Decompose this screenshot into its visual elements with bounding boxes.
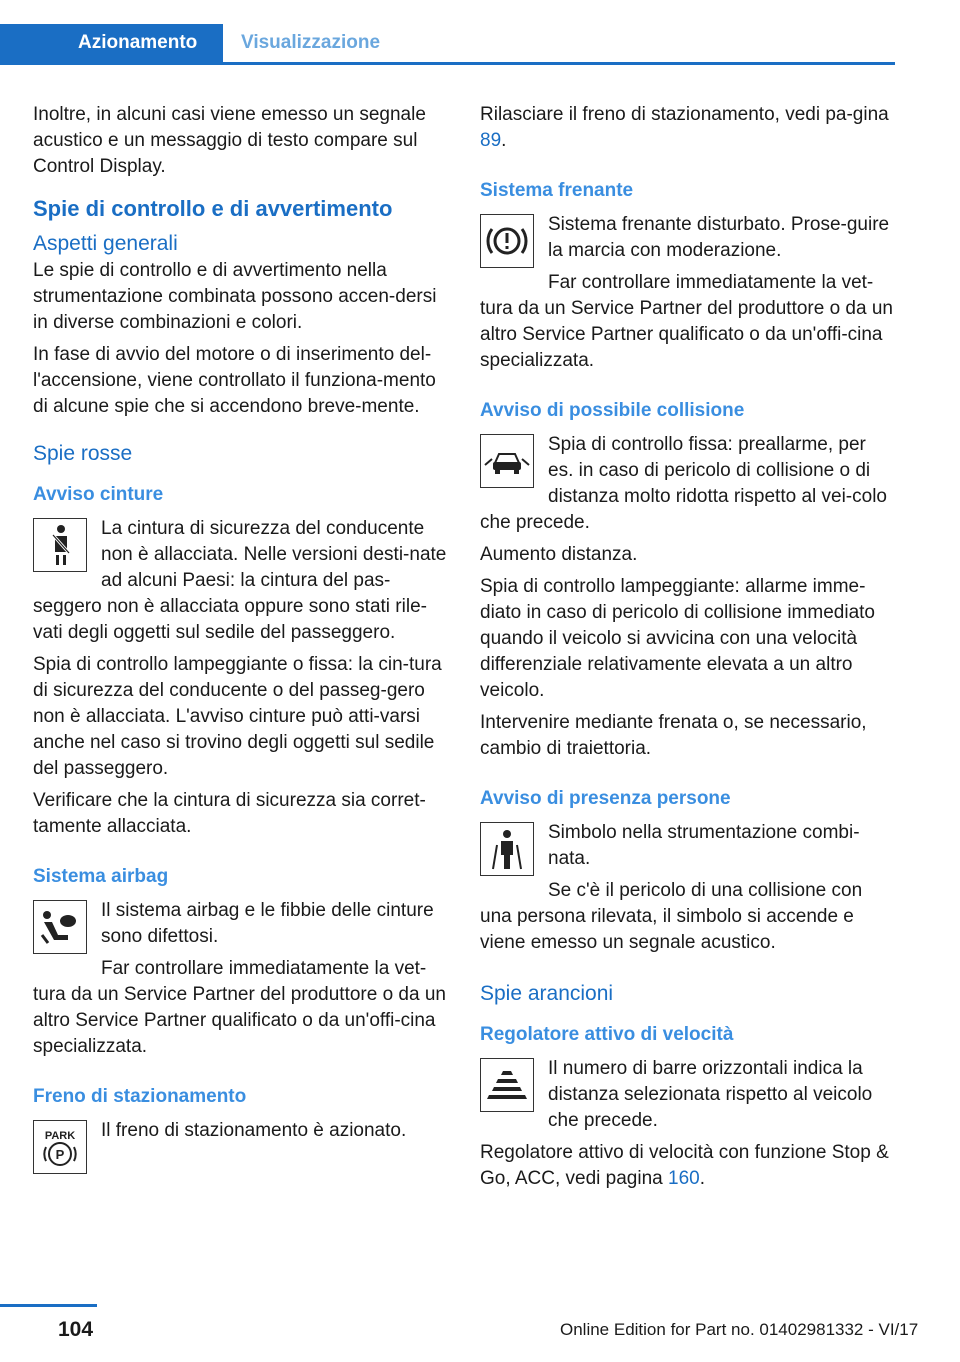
header-tabbar <box>0 24 895 65</box>
paragraph-frenante-1: Sistema frenante disturbato. Prose-guire la marcia con moderazione. <box>548 214 890 261</box>
heading-avviso-persone: Avviso di presenza persone <box>480 788 731 809</box>
paragraph-cinture-1: La cintura di sicurezza del conducente non è allacciata. Nelle versioni desti-nate ad alcuni Paesi: la cintura del pas-seggero non è allacciata oppure sono stati rile-vati degli oggetti sul sedile del passeggero. <box>33 518 447 643</box>
regolatore-text: Regolatore attivo di velocità con funzione Stop & Go, ACC, vedi pagina <box>480 1142 889 1189</box>
right-column <box>480 102 895 1198</box>
period-2: . <box>699 1168 705 1189</box>
intro-paragraph: Inoltre, in alcuni casi viene emesso un segnale acustico e un messaggio di testo compare sul Control Display. <box>33 104 426 177</box>
period: . <box>501 130 507 151</box>
page-number: 104 <box>58 1318 94 1341</box>
footer-line <box>0 1304 97 1307</box>
paragraph-collisione-4: Intervenire mediante frenata o, se necessario, cambio di traiettoria. <box>480 712 867 759</box>
paragraph-collisione-3: Spia di controllo lampeggiante: allarme imme-diato in caso di pericolo di collisione immediato quando il veicolo si avvicina con una velocità differenziale relativamente elevata a un altro veicolo. <box>480 576 875 701</box>
paragraph-freno: Il freno di stazionamento è azionato. <box>101 1120 407 1141</box>
tab-azionamento[interactable]: Azionamento <box>0 24 223 62</box>
park-label: PARK <box>44 1130 76 1142</box>
acc-distance-icon <box>480 1058 534 1112</box>
edition-text: Online Edition for Part no. 01402981332 - VI/17 <box>560 1320 919 1339</box>
heading-regolatore: Regolatore attivo di velocità <box>480 1024 734 1045</box>
paragraph-airbag-1: Il sistema airbag e le fibbie delle cinture sono difettosi. <box>101 900 434 947</box>
heading-freno-stazionamento: Freno di stazionamento <box>33 1086 247 1107</box>
svg-text:P: P <box>55 1147 65 1162</box>
seatbelt-warning-icon <box>33 518 87 572</box>
heading-sistema-airbag: Sistema airbag <box>33 866 169 887</box>
pedestrian-warning-icon <box>480 822 534 876</box>
heading-aspetti-generali: Aspetti generali <box>33 232 178 255</box>
heading-spie-arancioni: Spie arancioni <box>480 982 614 1005</box>
paragraph-regolatore-1: Il numero di barre orizzontali indica la distanza selezionata rispetto al veicolo che precede. <box>548 1058 873 1131</box>
paragraph-persone-2: Se c'è il pericolo di una collisione con una persona rilevata, il simbolo si accende e viene emesso un segnale acustico. <box>480 880 863 953</box>
heading-avviso-collisione: Avviso di possibile collisione <box>480 400 745 421</box>
paragraph-collisione-2: Aumento distanza. <box>480 544 638 565</box>
paragraph-rilasciare <box>480 102 895 154</box>
heading-avviso-cinture: Avviso cinture <box>33 484 164 505</box>
parking-brake-icon <box>33 1120 87 1174</box>
paragraph-airbag-2: Far controllare immediatamente la vet-tura da un Service Partner del produttore o da un altro Service Partner qualificato o da un'offi-cina specializzata. <box>33 958 446 1057</box>
tab-visualizzazione[interactable]: Visualizzazione <box>241 32 381 53</box>
paragraph-persone-1: Simbolo nella strumentazione combi-nata. <box>548 822 860 869</box>
paragraph-collisione-1: Spia di controllo fissa: preallarme, per es. in caso di pericolo di collisione o di distanza molto ridotta rispetto al vei-colo che precede. <box>480 434 887 533</box>
airbag-warning-icon <box>33 900 87 954</box>
rilasciare-text: Rilasciare il freno di stazionamento, vedi pa-gina <box>480 104 889 125</box>
brake-system-icon <box>480 214 534 268</box>
collision-warning-icon <box>480 434 534 488</box>
paragraph-cinture-3: Verificare che la cintura di sicurezza sia corret-tamente allacciata. <box>33 790 426 837</box>
paragraph-cinture-2: Spia di controllo lampeggiante o fissa: la cin-tura di sicurezza del conducente o del passeg-gero non è allacciata. L'avviso cinture può atti-varsi anche nel caso si trovino degli oggetti sul sedile del passeggero. <box>33 654 442 779</box>
paragraph-aspetti-2: In fase di avvio del motore o di inserimento del-l'accensione, viene controllato il funziona-mento di alcune spie che si accendono breve-mente. <box>33 344 436 417</box>
heading-spie-rosse: Spie rosse <box>33 442 133 465</box>
paragraph-aspetti-1: Le spie di controllo e di avvertimento nella strumentazione combinata possono accen-dersi in diverse combinazioni e colori. <box>33 260 437 333</box>
heading-sistema-frenante: Sistema frenante <box>480 180 634 201</box>
left-column <box>33 102 448 1180</box>
paragraph-regolatore-2 <box>480 1140 895 1192</box>
paragraph-frenante-2: Far controllare immediatamente la vet-tura da un Service Partner del produttore o da un altro Service Partner qualificato o da un'offi-cina specializzata. <box>480 272 893 371</box>
link-page-89[interactable]: 89 <box>480 130 502 151</box>
link-page-160[interactable]: 160 <box>668 1168 700 1189</box>
heading-spie-controllo: Spie di controllo e di avvertimento <box>33 196 393 221</box>
